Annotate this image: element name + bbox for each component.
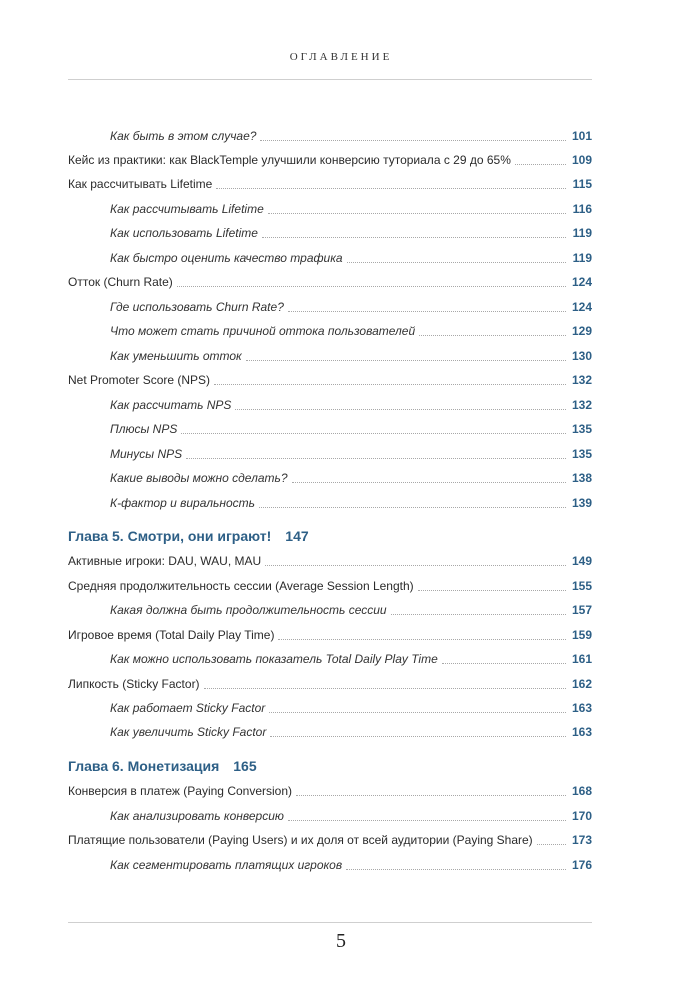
- toc-entry-title: Net Promoter Score (NPS): [68, 373, 211, 387]
- leader-dots: [177, 285, 566, 287]
- toc-entry-page: 168: [571, 784, 592, 798]
- toc-entry-title: Игровое время (Total Daily Play Time): [68, 628, 275, 642]
- leader-dots: [288, 310, 566, 312]
- toc-entry[interactable]: [110, 346, 592, 366]
- toc-entry[interactable]: [110, 248, 592, 268]
- toc-entry-page: 138: [571, 471, 592, 485]
- toc-entry-title: Какие выводы можно сделать?: [110, 471, 288, 485]
- leader-dots: [537, 843, 566, 845]
- toc-entry-title: Как уменьшить отток: [110, 349, 242, 363]
- leader-dots: [262, 236, 566, 238]
- leader-dots: [268, 212, 566, 214]
- toc-entry-title: Какая должна быть продолжительность сессии: [110, 603, 387, 617]
- toc-entry[interactable]: [68, 551, 592, 571]
- toc-entry-page: 159: [571, 628, 592, 642]
- leader-dots: [214, 383, 566, 385]
- toc-entry-page: 162: [571, 677, 592, 691]
- toc-entry-page: 124: [571, 300, 592, 314]
- toc-entry-page: 119: [572, 251, 592, 265]
- toc-entry-title: Как сегментировать платящих игроков: [110, 858, 343, 872]
- toc-entry-title: Как использовать Lifetime: [110, 226, 258, 240]
- leader-dots: [391, 613, 566, 615]
- toc-entry-page: 132: [571, 398, 592, 412]
- toc-entry[interactable]: [110, 321, 592, 341]
- toc-entry-page: 116: [572, 202, 592, 216]
- toc-entry-page: 157: [571, 603, 592, 617]
- toc-entry-page: 135: [571, 447, 592, 461]
- leader-dots: [270, 735, 566, 737]
- toc-entry-page: 163: [571, 701, 592, 715]
- toc-entry-page: 149: [571, 554, 592, 568]
- toc-entry[interactable]: [68, 674, 592, 694]
- toc-entry-title: Как анализировать конверсию: [110, 809, 284, 823]
- toc-entry[interactable]: [110, 600, 592, 620]
- chapter-heading[interactable]: [68, 754, 257, 778]
- page-number: 5: [336, 930, 346, 952]
- toc-entry[interactable]: [110, 493, 592, 513]
- leader-dots: [181, 432, 566, 434]
- toc-entry[interactable]: [68, 150, 592, 170]
- toc-entry-title: Средняя продолжительность сессии (Average Session Length): [68, 579, 414, 593]
- leader-dots: [347, 261, 566, 263]
- toc-entry[interactable]: [68, 625, 592, 645]
- toc-entry-title: Как быстро оценить качество трафика: [110, 251, 343, 265]
- toc-entry[interactable]: [110, 649, 592, 669]
- toc-entry[interactable]: [110, 126, 592, 146]
- chapter-heading[interactable]: [68, 524, 309, 548]
- chapter-page: 147: [285, 528, 309, 544]
- toc-entry-title: Как быть в этом случае?: [110, 129, 257, 143]
- toc-entry[interactable]: [110, 855, 592, 875]
- toc-entry-page: 139: [571, 496, 592, 510]
- leader-dots: [186, 457, 566, 459]
- toc-entry-title: Как рассчитывать Lifetime: [110, 202, 264, 216]
- toc-entry-page: 135: [571, 422, 592, 436]
- toc-entry-title: Как работает Sticky Factor: [110, 701, 266, 715]
- toc-entry-page: 124: [571, 275, 592, 289]
- toc-entry-page: 176: [571, 858, 592, 872]
- toc-entry-title: Кейс из практики: как BlackTemple улучшили конверсию туториала с 29 до 65%: [68, 153, 511, 167]
- leader-dots: [235, 408, 566, 410]
- toc-entry[interactable]: [110, 395, 592, 415]
- leader-dots: [246, 359, 566, 361]
- leader-dots: [418, 589, 566, 591]
- toc-entry-title: Платящие пользователи (Paying Users) и их доля от всей аудитории (Paying Share): [68, 833, 533, 847]
- leader-dots: [269, 711, 566, 713]
- toc-entry-page: 109: [571, 153, 592, 167]
- toc-entry-title: Активные игроки: DAU, WAU, MAU: [68, 554, 262, 568]
- chapter-title: Глава 5. Смотри, они играют!: [68, 528, 272, 544]
- toc-entry-page: 115: [572, 177, 592, 191]
- footer-rule: [68, 922, 592, 923]
- toc-entry[interactable]: [110, 468, 592, 488]
- leader-dots: [260, 139, 566, 141]
- toc-entry-page: 155: [571, 579, 592, 593]
- toc-entry[interactable]: [68, 272, 592, 292]
- leader-dots: [296, 794, 566, 796]
- toc-entry-title: Минусы NPS: [110, 447, 183, 461]
- leader-dots: [259, 506, 566, 508]
- toc-entry[interactable]: [68, 174, 592, 194]
- leader-dots: [292, 481, 567, 483]
- toc-entry[interactable]: [68, 830, 592, 850]
- leader-dots: [346, 868, 566, 870]
- toc-entry-title: Как рассчитать NPS: [110, 398, 232, 412]
- toc-entry-title: Отток (Churn Rate): [68, 275, 173, 289]
- leader-dots: [265, 564, 566, 566]
- leader-dots: [204, 687, 566, 689]
- toc-entry-page: 163: [571, 725, 592, 739]
- toc-entry[interactable]: [110, 297, 592, 317]
- toc-entry-title: Что может стать причиной оттока пользователей: [110, 324, 416, 338]
- toc-entry-page: 161: [571, 652, 592, 666]
- chapter-page: 165: [233, 758, 257, 774]
- toc-entry[interactable]: [68, 781, 592, 801]
- toc-entry-title: Липкость (Sticky Factor): [68, 677, 200, 691]
- toc-entry-page: 130: [571, 349, 592, 363]
- toc-entry-page: 119: [572, 226, 592, 240]
- toc-entry-title: Как можно использовать показатель Total Daily Play Time: [110, 652, 438, 666]
- running-header: ОГЛАВЛЕНИЕ: [289, 51, 393, 63]
- toc-entry-title: Как рассчитывать Lifetime: [68, 177, 213, 191]
- toc-entry-page: 173: [571, 833, 592, 847]
- toc-entry-title: Плюсы NPS: [110, 422, 178, 436]
- toc-entry[interactable]: [68, 370, 592, 390]
- leader-dots: [216, 187, 566, 189]
- toc-entry-title: Конверсия в платеж (Paying Conversion): [68, 784, 293, 798]
- leader-dots: [419, 334, 566, 336]
- toc-entry-title: Где использовать Churn Rate?: [110, 300, 284, 314]
- toc-entry[interactable]: [110, 223, 592, 243]
- toc-entry-page: 129: [571, 324, 592, 338]
- toc-entry[interactable]: [110, 444, 592, 464]
- chapter-title: Глава 6. Монетизация: [68, 758, 220, 774]
- toc-entry-title: Как увеличить Sticky Factor: [110, 725, 267, 739]
- toc-entry-page: 132: [571, 373, 592, 387]
- leader-dots: [442, 662, 566, 664]
- leader-dots: [278, 638, 566, 640]
- leader-dots: [288, 819, 566, 821]
- leader-dots: [515, 163, 566, 165]
- toc-entry[interactable]: [68, 576, 592, 596]
- toc-entry-page: 170: [571, 809, 592, 823]
- toc-entry[interactable]: [110, 806, 592, 826]
- toc-entry[interactable]: [110, 698, 592, 718]
- toc-entry-page: 101: [571, 129, 592, 143]
- toc-entry[interactable]: [110, 722, 592, 742]
- toc-entry[interactable]: [110, 419, 592, 439]
- toc-entry-title: К-фактор и виральность: [110, 496, 255, 510]
- toc-entry[interactable]: [110, 199, 592, 219]
